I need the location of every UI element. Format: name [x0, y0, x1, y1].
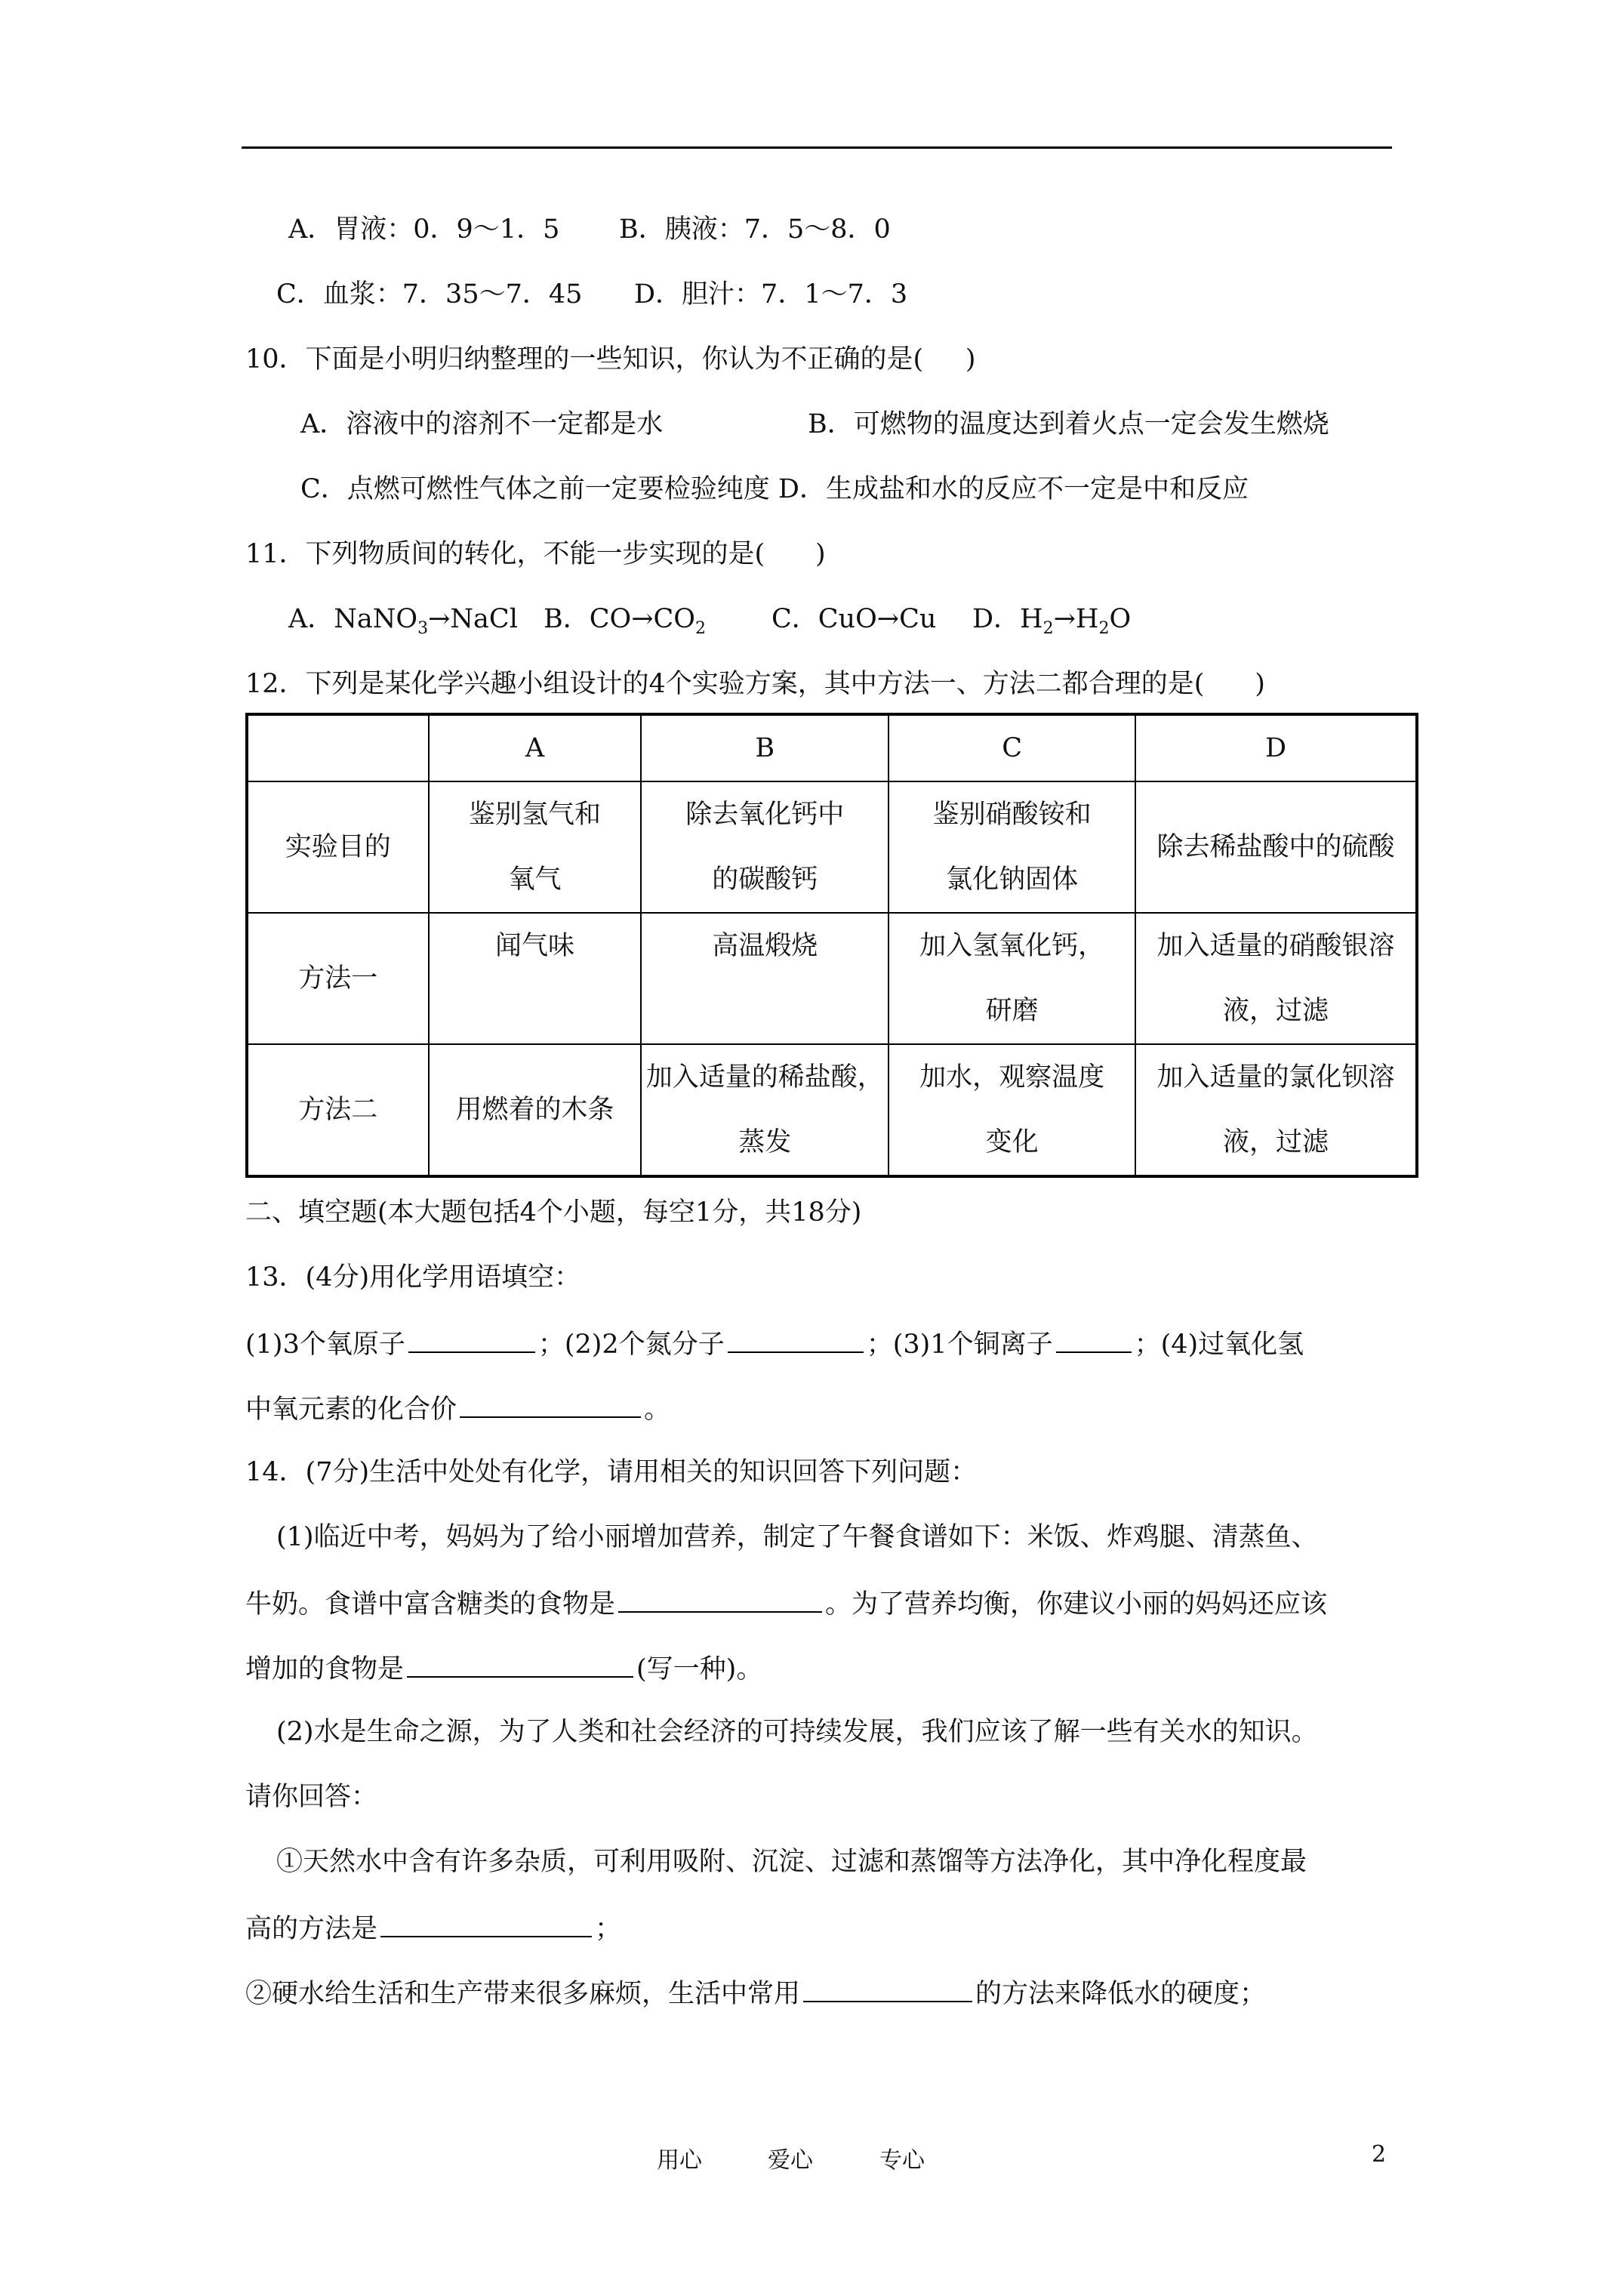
table-cell: 闻气味 — [429, 913, 642, 1044]
table-row — [247, 781, 1417, 913]
table-cell: 加入适量的硝酸银溶 液，过滤 — [1135, 913, 1417, 1044]
answer-blank[interactable] — [728, 1326, 864, 1353]
table-header-cell — [247, 714, 429, 781]
q14-s2-line2: 请你回答： — [245, 1782, 378, 1812]
answer-blank[interactable] — [460, 1391, 641, 1418]
q10-stem: 10．下面是小明归纳整理的一些知识，你认为不正确的是( ) — [245, 344, 976, 374]
table-row — [247, 1044, 1417, 1176]
q14-s1-line2: 牛奶。食谱中富含糖类的食物是 。为了营养均衡，你建议小丽的妈妈还应该 — [245, 1586, 1327, 1621]
q14-item1-line2: 高的方法是 ； — [245, 1910, 621, 1946]
table-cell: 加入适量的氯化钡溶 液，过滤 — [1135, 1044, 1417, 1176]
answer-blank[interactable] — [803, 1975, 972, 2002]
table-row — [247, 913, 1417, 1044]
answer-blank[interactable] — [1056, 1326, 1132, 1353]
table-cell: 用燃着的木条 — [429, 1044, 642, 1176]
row-label: 方法一 — [247, 913, 429, 1044]
q11-option-d: D．$H_2\to H_2O$ — [972, 604, 1132, 638]
answer-blank[interactable] — [380, 1910, 592, 1937]
q10-option-b: B．可燃物的温度达到着火点一定会发生燃烧 — [808, 409, 1329, 439]
table-cell: 鉴别硝酸铵和 氯化钠固体 — [888, 781, 1135, 913]
q10-option-a: A．溶液中的溶剂不一定都是水 — [300, 409, 664, 439]
table-cell: 加水，观察温度 变化 — [888, 1044, 1135, 1176]
q9-option-d: D．胆汁：7．1～7．3 — [634, 279, 908, 310]
row-label: 方法二 — [247, 1044, 429, 1176]
q11-option-c: C．CuO→Cu — [771, 604, 937, 634]
q11-option-b: B．$CO\to CO_2$ — [544, 604, 706, 638]
q14-s1-line3: 增加的食物是 (写一种)。 — [245, 1650, 762, 1686]
table-header-cell: D — [1135, 714, 1417, 781]
table-cell: 除去稀盐酸中的硫酸 — [1135, 781, 1417, 913]
q14-s1-line1: (1)临近中考，妈妈为了给小丽增加营养，制定了午餐食谱如下：米饭、炸鸡腿、清蒸鱼、 — [276, 1522, 1318, 1552]
answer-blank[interactable] — [408, 1326, 535, 1353]
footer-motto-2: 爱心 — [768, 2147, 813, 2174]
footer-motto-3: 专心 — [879, 2147, 925, 2174]
q13-line2: 中氧元素的化合价 。 — [245, 1391, 670, 1426]
q9-option-c: C．血浆：7．35～7．45 — [276, 279, 583, 310]
q14-stem: 14．(7分)生活中处处有化学，请用相关的知识回答下列问题： — [245, 1457, 978, 1487]
table-cell: 鉴别氢气和 氧气 — [429, 781, 642, 913]
q9-option-a: A．胃液：0．9～1．5 — [288, 214, 560, 245]
table-header-cell: A — [429, 714, 642, 781]
table-header-cell: C — [888, 714, 1135, 781]
footer-motto-1: 用心 — [657, 2147, 702, 2174]
q14-s2-line1: (2)水是生命之源，为了人类和社会经济的可持续发展，我们应该了解一些有关水的知识。 — [276, 1717, 1318, 1747]
q14-item1-line1: ①天然水中含有许多杂质，可利用吸附、沉淀、过滤和蒸馏等方法净化，其中净化程度最 — [276, 1847, 1307, 1877]
q11-option-a: A．NaNO$_3$→NaCl — [288, 604, 518, 638]
row-label: 实验目的 — [247, 781, 429, 913]
q13-stem: 13．(4分)用化学用语填空： — [245, 1262, 581, 1293]
section2-title: 二、填空题(本大题包括4个小题，每空1分，共18分) — [245, 1197, 862, 1228]
q11-stem: 11．下列物质间的转化，不能一步实现的是( ) — [245, 539, 826, 569]
table-cell: 高温煅烧 — [641, 913, 888, 1044]
answer-blank[interactable] — [407, 1650, 633, 1678]
q14-item2: ②硬水给生活和生产带来很多麻烦，生活中常用 的方法来降低水的硬度； — [245, 1975, 1266, 2011]
table-header-row — [247, 714, 1417, 781]
answer-blank[interactable] — [618, 1586, 822, 1613]
table-cell: 加入适量的稀盐酸， 蒸发 — [641, 1044, 888, 1176]
table-header-cell: B — [641, 714, 888, 781]
table-cell: 除去氧化钙中 的碳酸钙 — [641, 781, 888, 913]
experiment-table — [245, 713, 1418, 1178]
q13-line1: (1)3个氧原子 ；(2)2个氮分子 ；(3)1个铜离子 ；(4)过氧化氢 — [245, 1326, 1304, 1361]
header-rule — [242, 146, 1392, 149]
table-cell: 加入氢氧化钙， 研磨 — [888, 913, 1135, 1044]
q9-option-b: B．胰液：7．5～8．0 — [619, 214, 891, 245]
q12-stem: 12．下列是某化学兴趣小组设计的4个实验方案，其中方法一、方法二都合理的是( ) — [245, 669, 1265, 699]
page-number: 2 — [1372, 2141, 1387, 2168]
q10-option-cd: C．点燃可燃性气体之前一定要检验纯度 D．生成盐和水的反应不一定是中和反应 — [300, 474, 1249, 504]
